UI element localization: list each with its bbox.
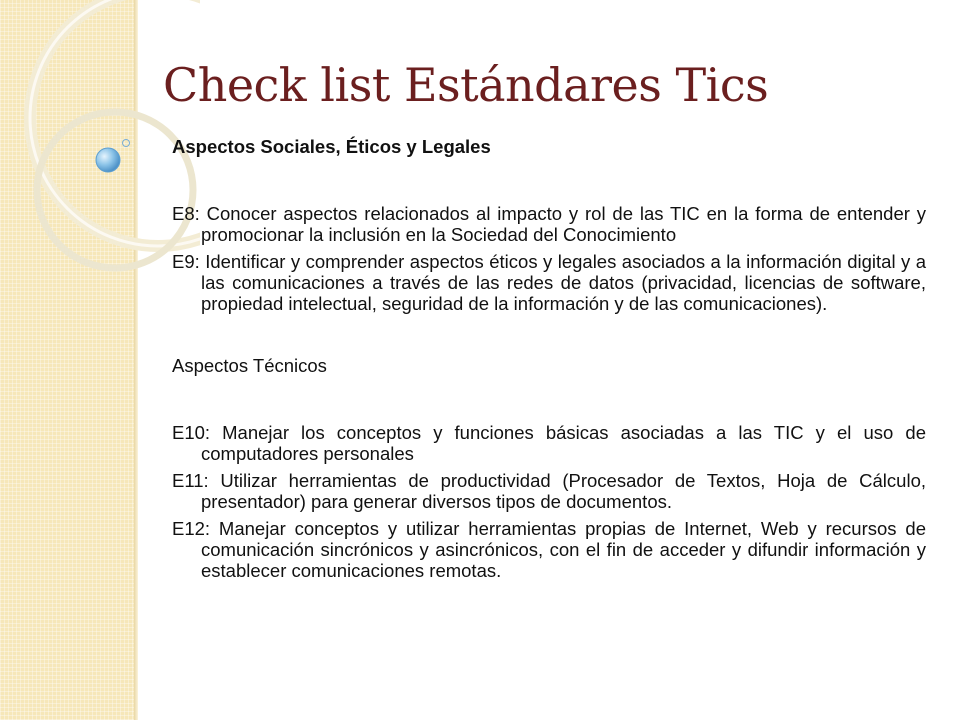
bubble-small-icon [123,140,130,147]
bubble-icon [96,148,120,172]
list-item-e8: E8: Conocer aspectos relacionados al impacto y rol de las TIC en la forma de entender y promocionar la inclusión en la Sociedad del Conocimiento [172,203,926,245]
slide-content [172,136,926,581]
slide-title: Check list Estándares Tics [163,58,769,112]
list-item-e12: E12: Manejar conceptos y utilizar herramientas propias de Internet, Web y recursos de comunicación sincrónicos y asincrónicos, con el fin de acceder y difundir información y establecer comunicaciones remotas. [172,518,926,581]
decorative-rings [0,0,200,300]
list-item-e9: E9: Identificar y comprender aspectos éticos y legales asociados a la información digital y a las comunicaciones a través de las redes de datos (privacidad, licencias de software, propiedad intelectual, seguridad de la información y de las comunicaciones). [172,251,926,314]
section-heading-social: Aspectos Sociales, Éticos y Legales [172,136,491,157]
list-item-e11: E11: Utilizar herramientas de productividad (Procesador de Textos, Hoja de Cálculo, presentador) para generar diversos tipos de documentos. [172,470,926,512]
section-heading-technical: Aspectos Técnicos [172,355,327,376]
list-item-e10: E10: Manejar los conceptos y funciones básicas asociadas a las TIC y el uso de computadores personales [172,422,926,464]
